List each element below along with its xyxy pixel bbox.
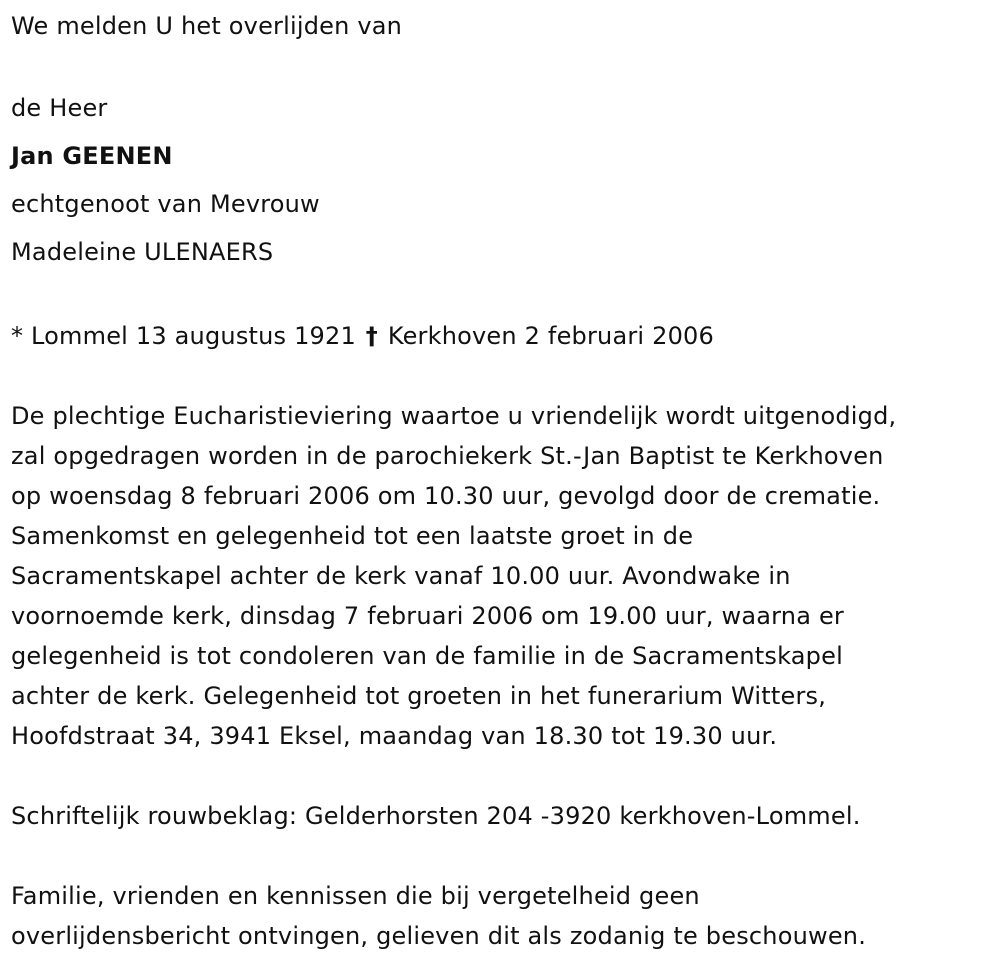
life-dates [11,316,991,356]
cross-icon: † [365,322,378,350]
paragraph-line: Samenkomst en gelegenheid tot een laatste groet in de [11,522,694,550]
paragraph-line: De plechtige Eucharistieviering waartoe u vriendelijk wordt uitgenodigd, [11,402,897,430]
death-info: Kerkhoven 2 februari 2006 [387,322,714,350]
paragraph-line: gelegenheid is tot condoleren van de familie in de Sacramentskapel [11,642,843,670]
paragraph-line: voornoemde kerk, dinsdag 7 februari 2006 om 19.00 uur, waarna er [11,602,844,630]
honorific: de Heer [11,94,108,122]
ceremony-paragraph [11,396,991,756]
spacer [11,756,991,796]
intro-text: We melden U het overlijden van [11,12,403,40]
spacer [11,44,991,84]
spacer [11,356,991,396]
paragraph-line: op woensdag 8 februari 2006 om 10.30 uur, gevolgd door de crematie. [11,482,881,510]
obituary-notice [11,8,991,956]
spacer [11,836,991,876]
paragraph-line: zal opgedragen worden in de parochiekerk St.-Jan Baptist te Kerkhoven [11,442,884,470]
birth-info: * Lommel 13 augustus 1921 [11,322,356,350]
condolence-address: Schriftelijk rouwbeklag: Gelderhorsten 204 -3920 kerkhoven-Lommel. [11,802,861,830]
paragraph-line: achter de kerk. Gelegenheid tot groeten in het funerarium Witters, [11,682,827,710]
deceased-block [11,84,991,276]
paragraph-line: Familie, vrienden en kennissen die bij vergetelheid geen [11,882,700,910]
paragraph-line: Sacramentskapel achter de kerk vanaf 10.00 uur. Avondwake in [11,562,791,590]
spacer [11,276,991,316]
spouse-label: echtgenoot van Mevrouw [11,190,320,218]
paragraph-line: overlijdensbericht ontvingen, gelieven dit als zodanig te beschouwen. [11,922,867,950]
deceased-name: Jan GEENEN [11,142,173,170]
spouse-name: Madeleine ULENAERS [11,238,274,266]
closing-paragraph [11,876,991,956]
paragraph-line: Hoofdstraat 34, 3941 Eksel, maandag van 18.30 tot 19.30 uur. [11,722,778,750]
